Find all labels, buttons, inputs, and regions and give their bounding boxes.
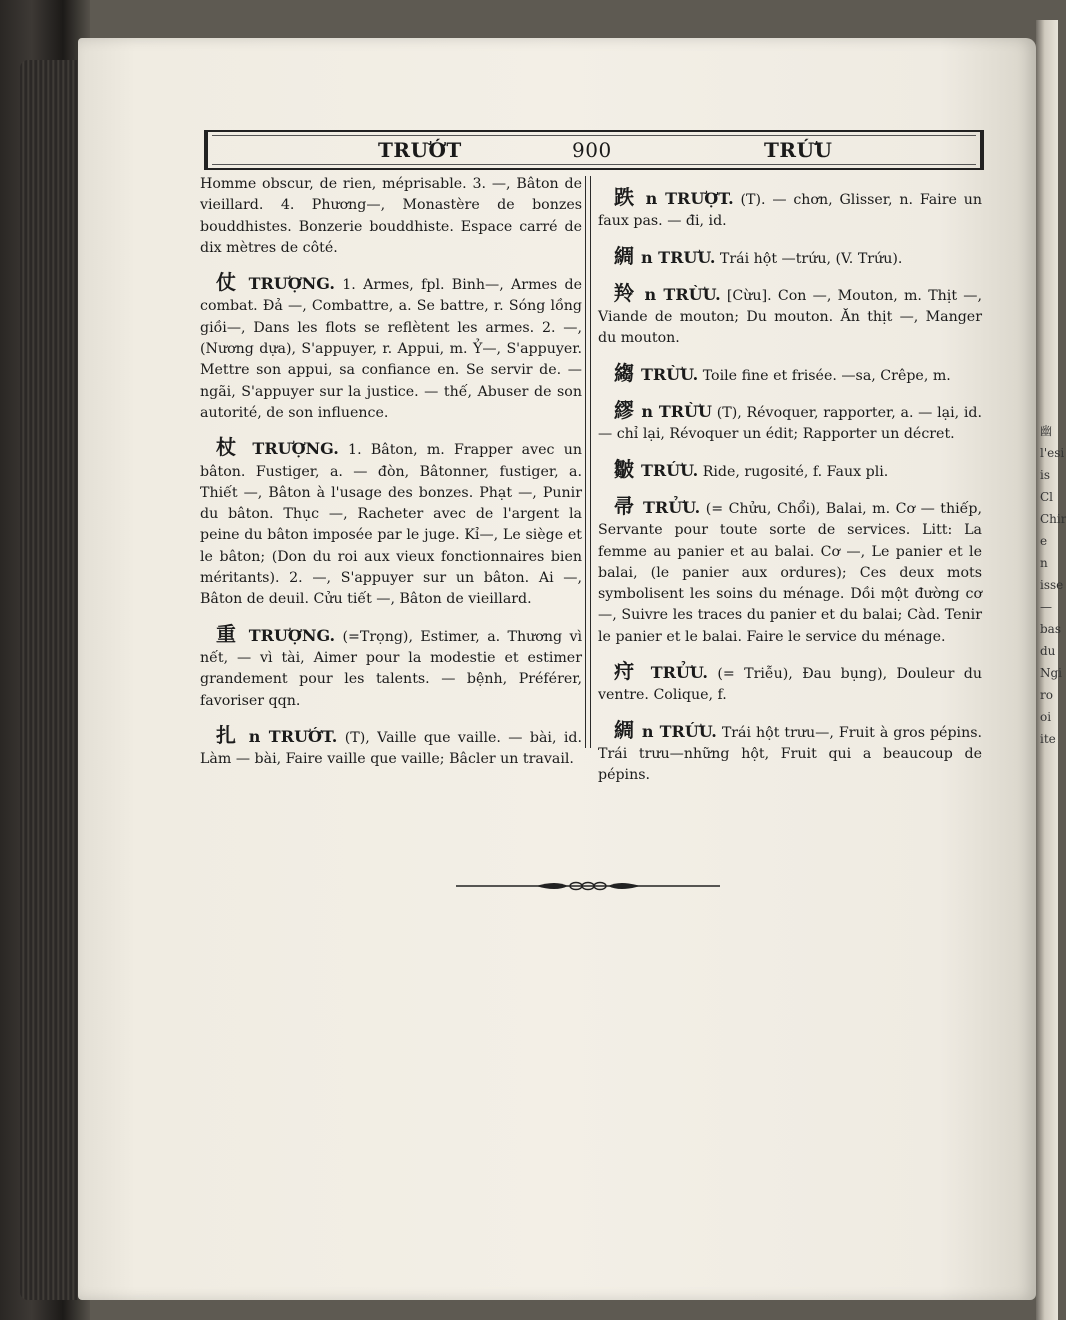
entry-definition: (T), Révoquer, rapporter, a. — lại, id. — chỉ lại, Révoquer un édit; Rapporter un décret. [598, 405, 983, 443]
entry-definition: (T). — chơn, Glisser, n. Faire un faux pas. — đi, id. [598, 192, 982, 230]
adjacent-page-fragment: Chir [1040, 512, 1066, 526]
entry-headword: TRỬU. [642, 497, 701, 517]
adjacent-page-fragment: 幽 [1040, 424, 1053, 438]
entry-definition: (T), Vaille que vaille. — bài, id. Làm — bài, Faire vaille que vaille; Bâcler un travail. [200, 729, 582, 768]
entry-headword: TRỨU. [640, 460, 699, 480]
dictionary-entry [598, 456, 982, 483]
adjacent-page-fragment: Cl [1040, 490, 1054, 504]
dictionary-entry [598, 360, 982, 387]
dictionary-entry [200, 722, 582, 771]
adjacent-page-fragment: bas [1040, 622, 1061, 636]
adjacent-page-fragment: l'esi [1040, 446, 1065, 460]
dictionary-entry [200, 621, 582, 712]
entry-definition: 1. Bâton, m. Frapper avec un bâton. Fustiger, a. — đòn, Bâtonner, fustiger, a. Thiết —, Bâton à l'usage des bonzes. Phạt —, Punir du bâton. Thục —, Racheter avec de l'argent la peine du bâton imposée par le juge. Kỉ—, Le siège et le bâton; (Don du roi aux vieux fonctionnaires bien méritants). 2. —, S'appuyer sur un bâton. Ai —, Bâton de deuil. Cửu tiết —, Bâton de vieillard. [200, 442, 582, 608]
dictionary-entry [598, 493, 982, 648]
entry-character: 杖 [216, 435, 253, 460]
entry-headword: n TRƯỚT. [248, 726, 338, 746]
entry-definition: (= Triễu), Đau bụng), Douleur du ventre. Colique, f. [598, 666, 982, 704]
entry-definition: Trái hột —trứu, (V. Trứu). [715, 250, 903, 267]
entry-character: 羚 [614, 280, 645, 305]
adjacent-page-fragment: ite [1040, 732, 1056, 746]
adjacent-page-fragment: du [1040, 644, 1056, 658]
dictionary-entry [598, 280, 982, 350]
entry-headword: TRƯỢNG. [248, 625, 336, 645]
column-divider [585, 176, 591, 748]
entry-definition: Toile fine et frisée. —sa, Crêpe, m. [698, 367, 951, 384]
entry-definition: Homme obscur, de rien, méprisable. 3. —, Bâton de vieillard. 4. Phương—, Monastère de bonzes bouddhistes. Bonzerie bouddhiste. Espace carré de dix mètres de côté. [200, 176, 582, 256]
entry-headword: n TRỪU. [644, 284, 721, 304]
dictionary-entry [200, 174, 582, 259]
adjacent-page-fragment: oi [1040, 710, 1052, 724]
adjacent-page-fragment: — [1040, 600, 1052, 614]
entry-character: 重 [216, 621, 249, 646]
entry-definition: (=Trọng), Estimer, a. Thương vì nết, — vì tài, Aimer pour la modestie et estimer grandement pour les talents. — bệnh, Préférer, favoriser qqn. [200, 628, 582, 709]
entry-character: 皺 [614, 456, 641, 481]
adjacent-page-fragment: is [1040, 468, 1050, 482]
adjacent-page-fragment: n [1040, 556, 1048, 570]
entry-headword: n TRƯỢT. [645, 189, 734, 208]
entry-character: 跌 [614, 185, 646, 209]
entry-headword: n TRỨU. [641, 721, 717, 741]
entry-character: 扎 [216, 722, 249, 747]
entry-headword: TRỪU. [640, 364, 699, 384]
entry-headword: TRƯỢNG. [248, 274, 335, 294]
entry-definition: [Cừu]. Con —, Mouton, m. Thịt —, Viande de mouton; Du mouton. Ăn thịt —, Manger du mouton. [598, 287, 982, 347]
dictionary-entry [200, 272, 582, 424]
adjacent-page-fragment: isse [1040, 578, 1064, 592]
entry-definition: Trái hột trưu—, Fruit à gros pépins. Trái trưu—những hột, Fruit qui a beaucoup de pépins. [598, 724, 982, 784]
entry-character: 綢 [614, 717, 642, 742]
entry-headword: TRƯỢNG. [252, 439, 339, 459]
entry-headword: n TRƯU. [640, 247, 716, 267]
entry-definition: Ride, rugosité, f. Faux pli. [698, 463, 889, 480]
entry-headword: n TRỪU [641, 402, 712, 422]
entry-character: 綢 [614, 243, 641, 268]
left-column [200, 174, 582, 778]
page-header [204, 130, 984, 170]
header-left-word: TRƯỚT [378, 138, 462, 162]
dictionary-entry [598, 187, 982, 233]
dictionary-entry [598, 717, 982, 787]
adjacent-page-fragment: Ngi [1040, 666, 1063, 680]
entry-character: 仗 [216, 270, 249, 295]
adjacent-page-text [1040, 420, 1066, 750]
entry-definition: 1. Armes, fpl. Binh—, Armes de combat. Đả —, Combattre, a. Se battre, r. Sóng lồng giồi—, Dans les flots se reflètent les armes. 2. —, (Nương dựa), S'appuyer, r. Appui, m. Ỷ—, S'appuyer. Mettre son appui, sa confiance en. Se servir de. — ngãi, S'appuyer sur la justice. — thế, Abuser de son autorité, de son influence. [200, 277, 582, 421]
header-right-word: TRỨU [764, 138, 833, 162]
entry-character: 帚 [614, 493, 643, 518]
entry-character: 縐 [614, 360, 641, 385]
adjacent-page-fragment: ro [1040, 688, 1053, 702]
dictionary-entry [598, 400, 982, 446]
dictionary-entry [598, 243, 982, 270]
entry-definition: (= Chửu, Chổi), Balai, m. Cơ — thiếp, Servante pour toute sorte de services. Litt: La femme au panier et au balai. Cơ —, Le panier et le balai, (le panier aux ordures); Ces deux mots symbolisent les soins du ménage. Dồi một đường cơ —, Suivre les traces du panier et du balai; Càd. Tenir le panier et le balai. Faire le service du ménage. [598, 500, 982, 645]
dictionary-entry [598, 661, 982, 707]
page-number: 900 [572, 138, 612, 162]
adjacent-page-fragment: e [1040, 534, 1048, 548]
entry-character: 疛 [614, 659, 651, 684]
end-ornament-icon [456, 876, 720, 896]
entry-headword: TRỬU. [650, 663, 708, 683]
right-column [598, 174, 982, 795]
dictionary-entry [200, 437, 582, 610]
entry-character: 繆 [614, 398, 642, 423]
